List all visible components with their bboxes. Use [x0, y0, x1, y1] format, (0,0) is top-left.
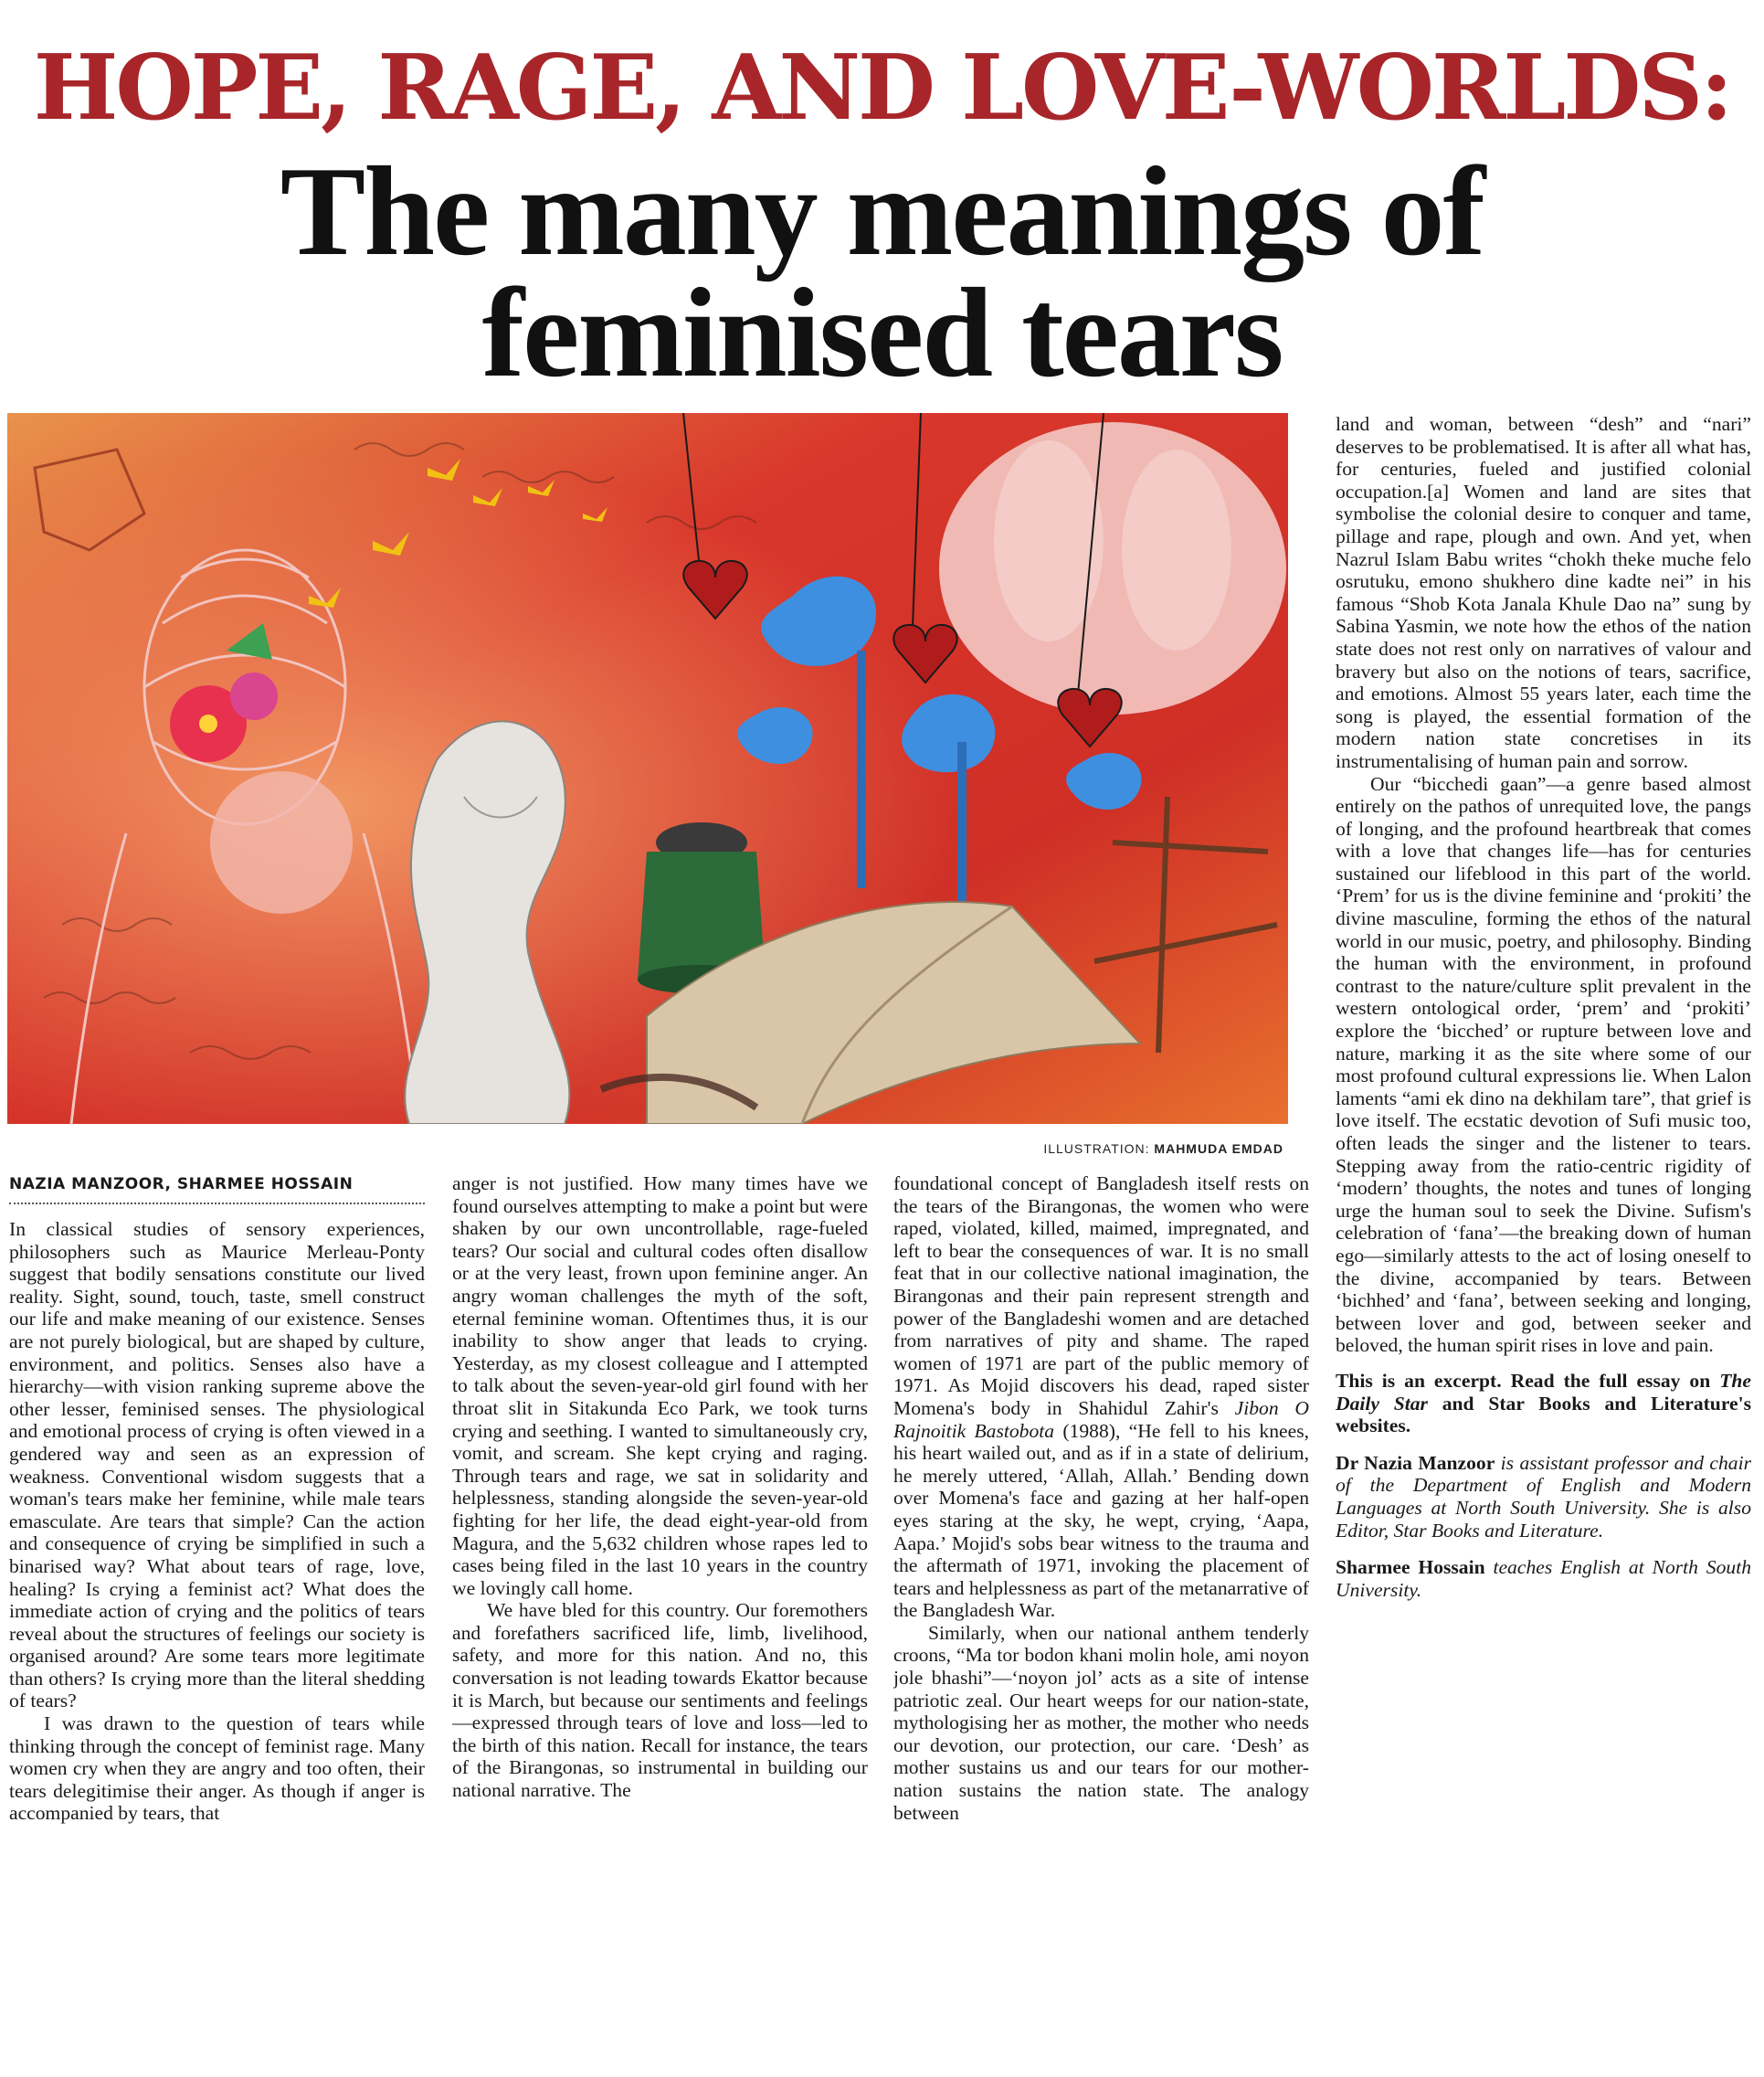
- kicker-headline: HOPE, RAGE, AND LOVE-WORLDS:: [33, 36, 1731, 141]
- hair-bun: [210, 771, 353, 914]
- paragraph-text: foundational concept of Bangladesh itself rests on the tears of the Birangonas, the women who were raped, violated, killed, maimed, impregnated, and left to bear the consequences of war. It is no small feat that in our collective national imagination, the Birangonas and their pain represent strength and power of the Bangladeshi women and are detached from narratives of pity and shame. The raped women of 1971 are part of the public memory of 1971. As Mojid discovers his dead, raped sister Momena's body in Shahidul Zahir's: [893, 1172, 1309, 1419]
- headline-line-2: feminised tears: [481, 262, 1283, 404]
- bio-text: is assistant professor and chair of the Department of English and Modern Languages at North South University. She is also Editor, Star Books and Literature.: [1336, 1451, 1751, 1542]
- article-column-3: [893, 1172, 1309, 2068]
- illustration-credit: [1043, 1141, 1283, 1156]
- note-text: This is an excerpt. Read the full essay on: [1336, 1369, 1720, 1392]
- article-column-1: [9, 1218, 425, 2068]
- paragraph: Similarly, when our national anthem tenderly croons, “Ma tor bodon khani molin hole, ami noyon jole bhashi”—‘noyon jol’ acts as a site of intense patriotic zeal. Our heart weeps for our nation-state, mythologising her as mother, the mother who needs our devotion, our protection, our care. ‘Desh’ as mother sustains us and our tears for our mother-nation sustains the nation state. The analogy between: [893, 1621, 1309, 1824]
- article-column-2: [452, 1172, 868, 2068]
- credit-prefix: ILLUSTRATION:: [1043, 1141, 1150, 1156]
- credit-name: MAHMUDA EMDAD: [1154, 1141, 1283, 1156]
- paragraph: In classical studies of sensory experiences, philosophers such as Maurice Merleau-Ponty suggest that bodily sensations constitute our lived reality. Sight, sound, touch, taste, smell construct our life and make meaning of our existence. Senses are not purely biological, but are shaped by culture, environment, and politics. Senses also have a hierarchy—with vision ranking supreme above the other lesser, feminised senses. The physiological and emotional process of crying is often viewed in a gendered way and seen as an expression of weakness. Conventional wisdom suggests that a woman's tears make her feminine, while male tears emasculate. Are tears that simple? Can the action and consequence of crying be simplified in such a binarised way? What about tears of rage, love, healing? Is crying a feminist act? What does the immediate action of crying and the politics of tears reveal about the structures of feelings our society is organised around? Are some tears more legitimate than others? Is crying more than the literal shedding of tears?: [9, 1218, 425, 1712]
- byline: NAZIA MANZOOR, SHARMEE HOSSAIN: [9, 1175, 425, 1204]
- paragraph: We have bled for this country. Our foremothers and forefathers sacrificed life, limb, livelihood, safety, and more for this nation. And no, this conversation is not leading towards Ekattor because it is March, but because our sentiments and feelings—expressed through tears of love and loss—led to the birth of this nation. Recall for instance, the tears of the Birangonas, so instrumental in building our national narrative. The: [452, 1599, 868, 1802]
- author-bio: [1336, 1452, 1751, 1542]
- book-title: Jibon O Rajnoitik Bastobota: [893, 1396, 1309, 1442]
- paragraph: Our “bicchedi gaan”—a genre based almost entirely on the pathos of unrequited love, the pangs of longing, and the profound heartbreak that comes with a love that changes life—has for centuries sustained our lifeblood in this part of the world. ‘Prem’ for us is the divine feminine and ‘prokiti’ the divine masculine, forming the ethos of the natural world in our music, poetry, and philosophy. Binding the human with the environment, in profound contrast to the nature/culture split prevalent in the western ontological order, ‘prem’ and ‘prokiti’ explore the ‘bicched’ or rupture between love and nature, marking it as the site where some of our most profound cultural expressions lie. When Lalon laments “ami ek dino na dekhilam tare”, that grief is love itself. The ecstatic devotion of Sufi music too, often leads the singer and the listener to tears. Stepping away from the ratio-centric rigidity of ‘modern’ thoughts, the notes and tunes of longing urge the human soul to seek the Divine. Sufism's celebration of ‘fana’—the breaking down of human ego—similarly attests to the act of losing oneself to the divine, accompanied by tears. Between ‘bichhed’ and ‘fana’, between seeking and longing, between lover and god, between seeker and beloved, the human spirit rises in love and pain.: [1336, 772, 1751, 1357]
- paragraph-text: (1988), “He fell to his knees, his heart wailed out, and as if in a state of delirium, he merely uttered, ‘Allah, Allah.’ Bending down over Momena's face and gazing at her half-open eyes staring at the sky, he wept, crying, ‘Aapa, Aapa.’ Mojid's sobs bear witness to the trauma and the aftermath of 1971, invoking the placement of tears and helplessness as part of the metanarrative of the Bangladesh War.: [893, 1419, 1309, 1622]
- paragraph: land and woman, between “desh” and “nari” deserves to be problematised. It is after all what has, for centuries, fueled and justified colonial occupation.[a] Women and land are sites that symbolise the colonial desire to conquer and tame, pillage and rape, plough and own. And yet, when Nazrul Islam Babu writes “chokh theke muche felo osrutuku, emono shukhero dine kadte nei” in his famous “Shob Kota Janala Khule Dao na” sung by Sabina Yasmin, we note how the ethos of the nation state does not rest only on narratives of valour and bravery but also on the notions of tears, sacrifice, and emotions. Almost 55 years later, each time the song is played, the essential formation of the modern nation state concretises in its instrumentalising of human pain and sorrow.: [1336, 413, 1751, 772]
- author-bio: [1336, 1556, 1751, 1601]
- article-column-4: [1336, 413, 1751, 2069]
- bio-text: teaches English at North South University.: [1336, 1556, 1751, 1601]
- headline-line-1: The many meanings of: [280, 141, 1484, 282]
- collage-artwork: [7, 413, 1288, 1124]
- excerpt-note: [1336, 1370, 1751, 1437]
- publication-name: The Daily Star: [1336, 1369, 1751, 1415]
- feature-illustration: [7, 413, 1288, 1124]
- author-name: Sharmee Hossain: [1336, 1556, 1485, 1579]
- main-headline: [0, 141, 1764, 404]
- author-name: Dr Nazia Manzoor: [1336, 1451, 1495, 1474]
- paragraph: I was drawn to the question of tears while thinking through the concept of feminist rage. Many women cry when they are angry and too often, their tears delegitimise their anger. As though if anger is accompanied by tears, that: [9, 1712, 425, 1825]
- note-text: and Star Books and Literature's websites.: [1336, 1392, 1751, 1437]
- paragraph: anger is not justified. How many times have we found ourselves attempting to make a point but were shaken by our own uncontrollable, rage-fueled tears? Our social and cultural codes often disallow or at the very least, frown upon feminine anger. An angry woman challenges the myth of the soft, eternal feminine woman. Oftentimes thus, it is our inability to show anger that leads to crying. Yesterday, as my closest colleague and I attempted to talk about the seven-year-old girl found with her throat slit in Sitakunda Eco Park, we took turns crying and seething. I wanted to simultaneously cry, vomit, and scream. She kept crying and raging. Through tears and rage, we sat in solidarity and helplessness, standing alongside the seven-year-old fighting for her life, the dead eight-year-old from Magura, and the 5,632 children whose rapes led to cases being filed in the last 10 years in the country we lovingly call home.: [452, 1172, 868, 1599]
- paragraph: [893, 1172, 1309, 1622]
- pink-flower-top-right: [939, 422, 1286, 715]
